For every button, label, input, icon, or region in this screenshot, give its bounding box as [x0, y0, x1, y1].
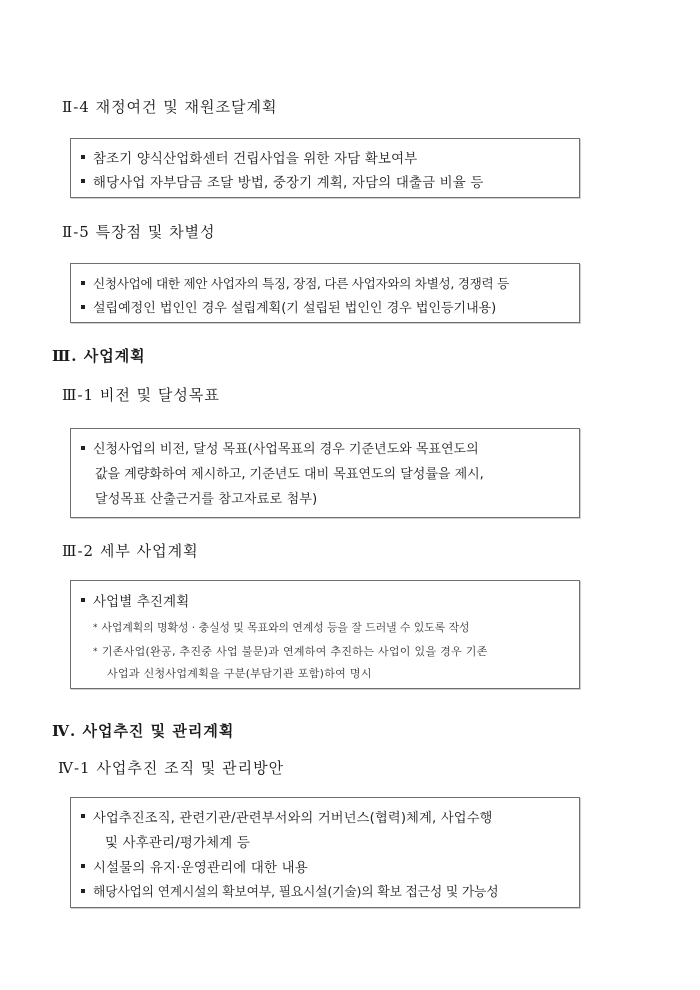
- list-item: 사업추진조직, 관련기관/관련부서와의 거버넌스(협력)체계, 사업수행: [79, 807, 573, 826]
- square-bullet-icon: [81, 155, 85, 159]
- note-item-continuation: 사업과 신청사업계획을 구분(부담기관 포함)하여 명시: [107, 667, 372, 680]
- square-bullet-icon: [81, 305, 85, 309]
- square-bullet-icon: [81, 179, 85, 183]
- section-heading-4-1: Ⅳ-1 사업추진 조직 및 관리방안: [58, 759, 285, 777]
- list-item: 신청사업에 대한 제안 사업자의 특징, 장점, 다른 사업자와의 차별성, 경쟁력 등: [79, 273, 573, 292]
- list-item: 시설물의 유지·운영관리에 대한 내용: [79, 857, 573, 876]
- square-bullet-icon: [81, 889, 85, 893]
- square-bullet-icon: [81, 281, 85, 285]
- list-item: 참조기 양식산업화센터 건립사업을 위한 자담 확보여부: [79, 148, 573, 167]
- section-heading-3-2: Ⅲ-2 세부 사업계획: [62, 542, 199, 560]
- list-item: 설립예정인 법인인 경우 설립계획(기 설립된 법인인 경우 법인등기내용): [79, 297, 573, 316]
- content-box-4-1: [70, 797, 580, 908]
- section-heading-3-1: Ⅲ-1 비전 및 달성목표: [62, 386, 220, 404]
- square-bullet-icon: [81, 814, 85, 818]
- list-item-continuation: 달성목표 산출근거를 참고자료로 첨부): [95, 492, 318, 507]
- content-box-3-1: [70, 428, 580, 518]
- list-item-continuation: 값을 계량화하여 제시하고, 기준년도 대비 목표연도의 달성률을 제시,: [95, 467, 484, 482]
- square-bullet-icon: [81, 598, 85, 602]
- chapter-heading-4: Ⅳ. 사업추진 및 관리계획: [52, 722, 235, 740]
- content-box-3-2: [70, 580, 580, 689]
- list-item-continuation: 및 사후관리/평가체계 등: [105, 836, 250, 851]
- asterisk-marker-icon: *: [93, 647, 98, 657]
- section-heading-2-5: Ⅱ-5 특장점 및 차별성: [62, 223, 216, 241]
- list-item: 사업별 추진계획: [79, 591, 573, 610]
- chapter-heading-3: Ⅲ. 사업계획: [52, 347, 146, 365]
- square-bullet-icon: [81, 446, 85, 450]
- note-item: * 사업계획의 명확성 · 충실성 및 목표와의 연계성 등을 잘 드러낼 수 있도록 작성: [93, 621, 470, 634]
- note-item: * 기존사업(완공, 추진중 사업 불문)과 연계하여 추진하는 사업이 있을 경우 기존: [93, 645, 488, 658]
- section-heading-2-4: Ⅱ-4 재정여건 및 재원조달계획: [62, 98, 278, 116]
- asterisk-marker-icon: *: [93, 623, 98, 633]
- content-box-2-4: [70, 138, 580, 198]
- list-item: 신청사업의 비전, 달성 목표(사업목표의 경우 기준년도와 목표연도의: [79, 438, 573, 457]
- square-bullet-icon: [81, 864, 85, 868]
- content-box-2-5: [70, 263, 580, 323]
- list-item: 해당사업 자부담금 조달 방법, 중장기 계획, 자담의 대출금 비율 등: [79, 172, 573, 191]
- list-item: 해당사업의 연계시설의 확보여부, 필요시설(기술)의 확보 접근성 및 가능성: [79, 881, 573, 900]
